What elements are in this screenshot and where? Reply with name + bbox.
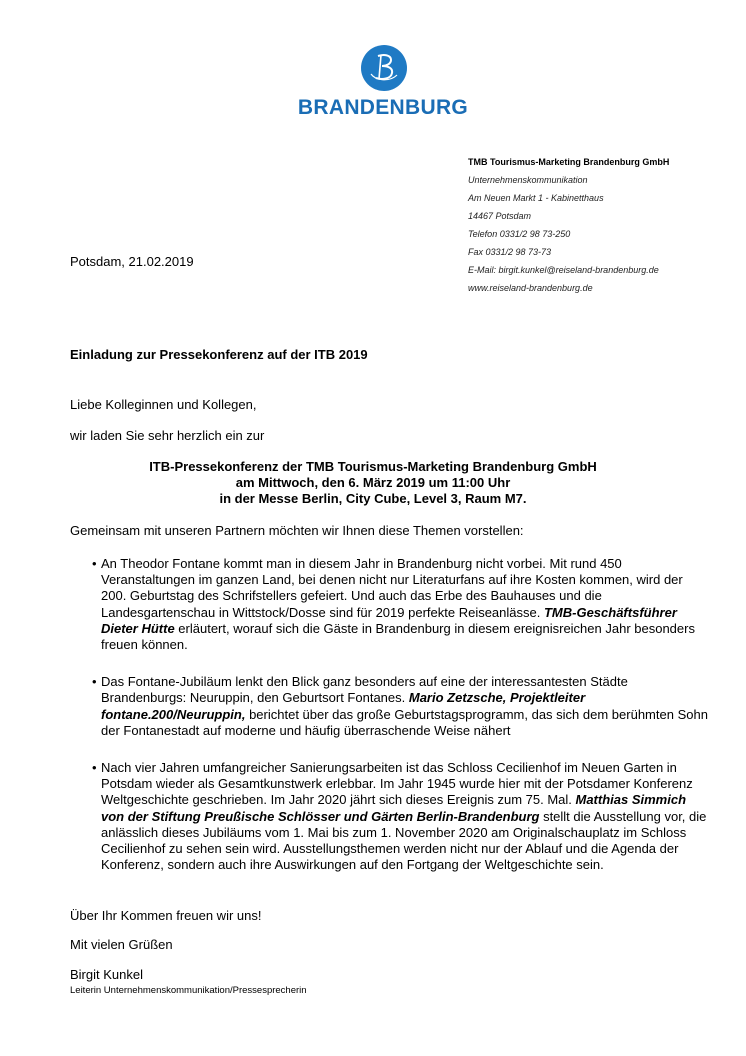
sender-department: Unternehmenskommunikation — [468, 175, 588, 185]
bullet-icon: • — [92, 760, 97, 776]
sender-city: 14467 Potsdam — [468, 211, 532, 221]
signer-name: Birgit Kunkel — [70, 967, 143, 982]
sender-email: E-Mail: birgit.kunkel@reiseland-brandenburg.de — [468, 265, 659, 275]
sender-web: www.reiseland-brandenburg.de — [468, 283, 593, 293]
event-title: ITB-Pressekonferenz der TMB Tourismus-Marketing Brandenburg GmbH — [149, 459, 597, 474]
intro-text: wir laden Sie sehr herzlich ein zur — [70, 428, 265, 443]
event-date: am Mittwoch, den 6. März 2019 um 11:00 Uhr — [235, 475, 511, 490]
topics-list — [70, 556, 710, 894]
subject-line: Einladung zur Pressekonferenz auf der ITB 2019 — [70, 347, 368, 362]
sender-phone: Telefon 0331/2 98 73-250 — [468, 229, 571, 239]
logo-wordmark: BRANDENBURG — [297, 96, 469, 119]
greeting: Mit vielen Grüßen — [70, 937, 173, 952]
closing-line: Über Ihr Kommen freuen wir uns! — [70, 908, 262, 923]
bullet-icon: • — [92, 556, 97, 571]
bullet-icon: • — [92, 674, 97, 690]
speaker-name: TMB-Geschäftsführer Dieter Hütte — [101, 604, 677, 636]
sender-fax: Fax 0331/2 98 73-73 — [468, 247, 552, 257]
event-location: in der Messe Berlin, City Cube, Level 3, Raum M7. — [219, 491, 527, 506]
topic-item: • Das Fontane-Jubiläum lenkt den Blick ganz besonders auf eine der interessantesten Städte Brandenburgs: Neuruppin, den Geburtsort Fontanes. Mario Zetzsche, Projektleiter fontane.200/Neuruppin, berichtet über das große Geburtstagsprogramm, das sich dem berühmten Sohn der Fontanestadt auf moderne und häufig überraschende Weise nähert — [92, 674, 708, 738]
speaker-name: Matthias Simmich von der Stiftung Preußische Schlösser und Gärten Berlin-Brandenburg — [101, 792, 687, 824]
brandenburg-b-icon — [364, 48, 404, 88]
sender-address: Am Neuen Markt 1 - Kabinetthaus — [468, 193, 604, 203]
topic-item: • An Theodor Fontane kommt man in diesem Jahr in Brandenburg nicht vorbei. Mit rund 450 Veranstaltungen im ganzen Land, bei denen nicht nur Literaturfans auf ihre Kosten kommen, wird der 200. Geburtstag des Schrifstellers gefeiert. Und auch das Erbe des Bauhauses und die Landesgartenschau in Wittstock/Dosse sind für 2019 perfekte Reiseanlässe. TMB-Geschäftsführer Dieter Hütte erläutert, worauf sich die Gäste in Brandenburg in diesem ereignisreichen Jahr besonders freuen können. — [92, 556, 695, 653]
sender-block — [468, 153, 669, 297]
place-date: Potsdam, 21.02.2019 — [70, 254, 194, 269]
signer-role: Leiterin Unternehmenskommunikation/Pressesprecherin — [70, 985, 307, 996]
event-details — [70, 459, 676, 507]
topic-item: • Nach vier Jahren umfangreicher Sanierungsarbeiten ist das Schloss Cecilienhof im Neuen Garten in Potsdam wieder als Gesamtkunstwerk erlebbar. Im Jahr 1945 wurde hier mit der Potsdamer Konferenz Weltgeschichte geschrieben. Im Jahr 2020 jährt sich dieses Ereignis zum 75. Mal. Matthias Simmich von der Stiftung Preußische Schlösser und Gärten Berlin-Brandenburg stellt die Ausstellung vor, die anlässlich dieses Jubiläums vom 1. Mai bis zum 1. November 2020 am Originalschauplatz im Schloss Cecilienhof zu sehen sein wird. Ausstellungsthemen werden nicht nur der Ablauf und die Agenda der Konferenz, sondern auch ihre Auswirkungen auf den Fortgang der Weltgeschichte sein. — [92, 760, 707, 873]
logo-emblem — [361, 45, 407, 91]
topics-lead: Gemeinsam mit unseren Partnern möchten wir Ihnen diese Themen vorstellen: — [70, 523, 524, 538]
salutation: Liebe Kolleginnen und Kollegen, — [70, 397, 257, 412]
speaker-name: Mario Zetzsche, Projektleiter fontane.200/Neuruppin, — [101, 690, 586, 722]
sender-company: TMB Tourismus-Marketing Brandenburg GmbH — [468, 157, 670, 167]
